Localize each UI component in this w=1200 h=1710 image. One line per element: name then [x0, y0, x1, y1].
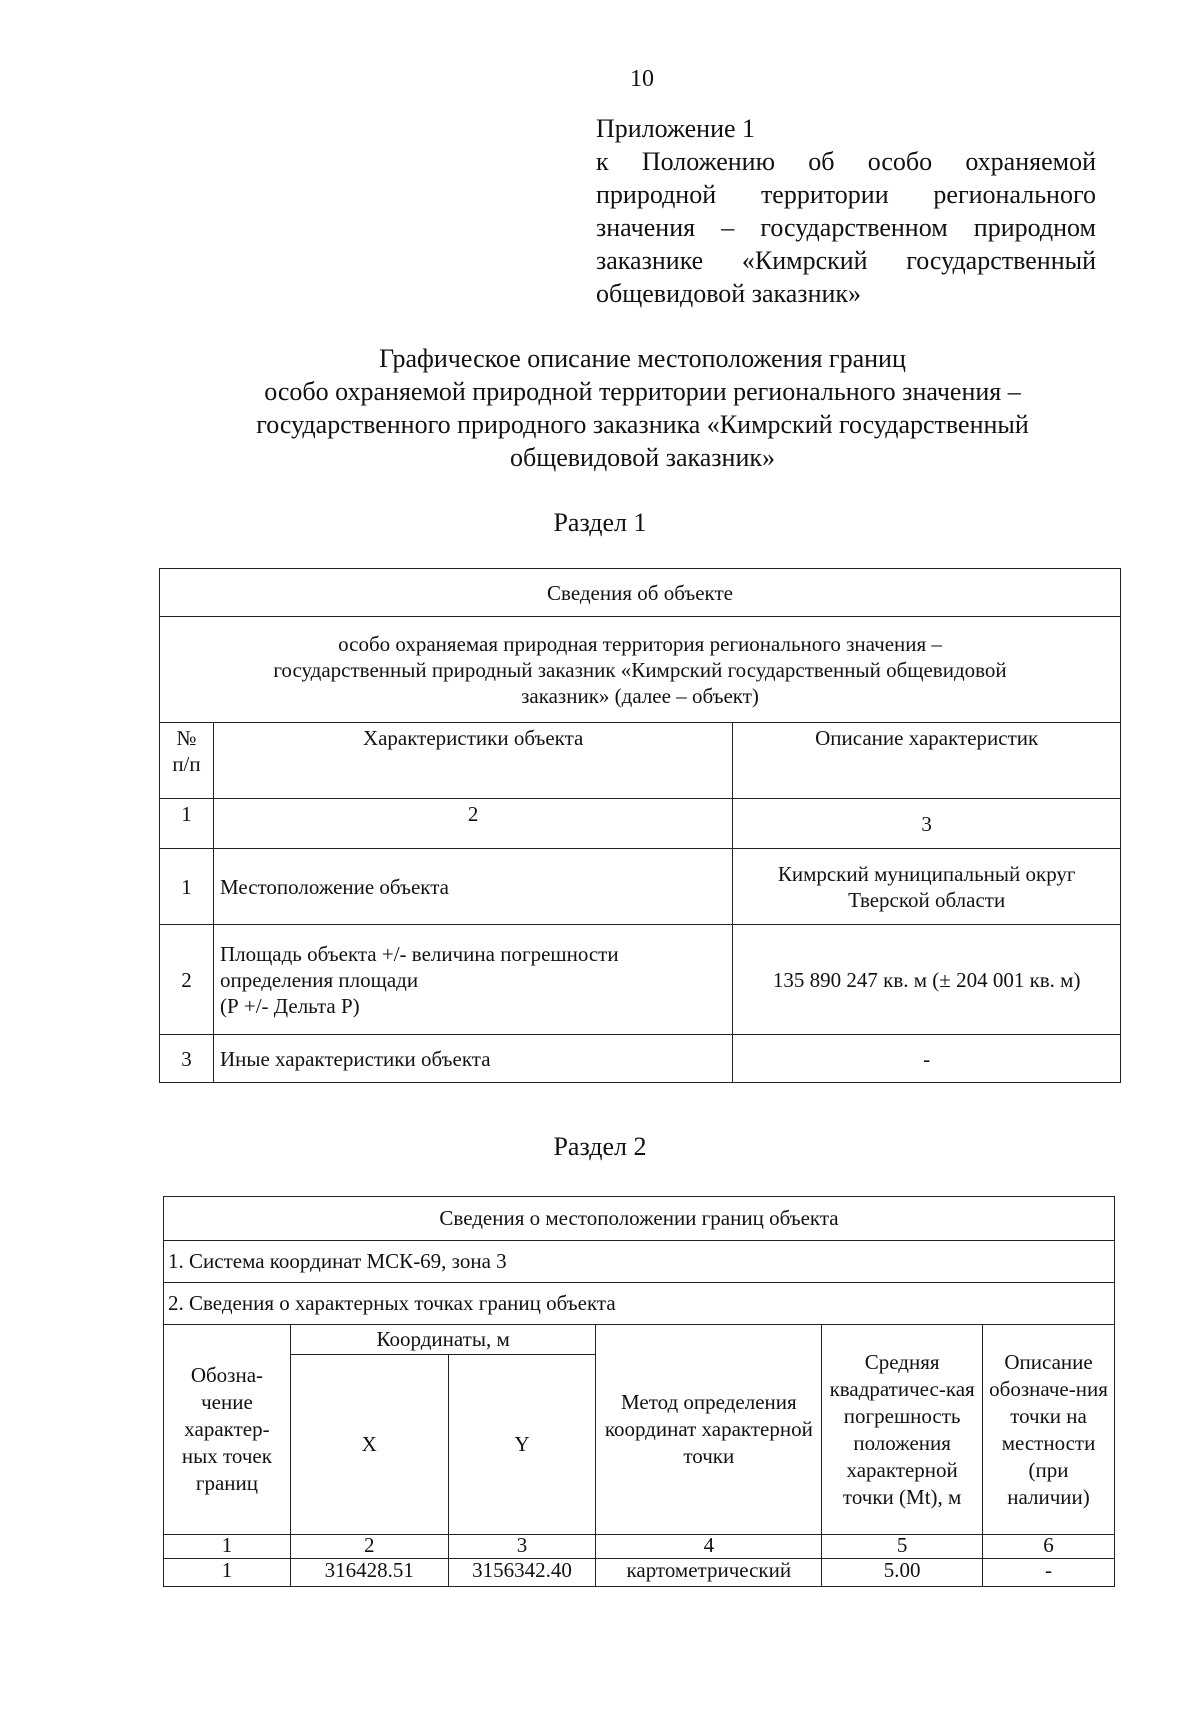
col-index-2: 2	[213, 799, 732, 849]
table-row	[160, 1035, 1121, 1083]
point-method: картометрический	[596, 1559, 822, 1587]
row-description-line-2: Тверской области	[848, 887, 1006, 912]
row-characteristic-line-1: Площадь объекта +/- величина погрешности	[219, 941, 619, 966]
title-line-4: общевидовой заказник»	[509, 443, 776, 472]
coordinate-system: 1. Система координат МСК-69, зона 3	[164, 1241, 1115, 1283]
title-line-1: Графическое описание местоположения границ	[379, 344, 906, 373]
point-id: 1	[164, 1559, 291, 1587]
appendix-reference: к Положению об особо охраняемой природной территории регионального значения – государственном природном заказнике «Кимрский государственный общевидовой заказник»	[596, 147, 1096, 308]
point-error: 5.00	[822, 1559, 983, 1587]
col-index-1: 1	[160, 799, 214, 849]
document-title	[150, 342, 1135, 474]
row-description: -	[733, 1035, 1121, 1083]
table-row	[164, 1559, 1115, 1587]
row-number: 2	[160, 925, 214, 1035]
object-table-title: Сведения об объекте	[160, 569, 1121, 617]
row-characteristic	[213, 925, 732, 1035]
appendix-header	[596, 112, 1096, 310]
table-row	[160, 849, 1121, 925]
col-index: 5	[822, 1535, 983, 1559]
row-characteristic-line-2: определения площади	[219, 967, 419, 992]
row-characteristic: Иные характеристики объекта	[213, 1035, 732, 1083]
row-number: 3	[160, 1035, 214, 1083]
col-description-header: Описание характеристик	[733, 723, 1121, 799]
object-description-line-3: заказник» (далее – объект)	[521, 683, 759, 708]
row-number: 1	[160, 849, 214, 925]
table-row	[160, 925, 1121, 1035]
col-index: 3	[448, 1535, 596, 1559]
col-characteristic-header: Характеристики объекта	[213, 723, 732, 799]
object-description	[160, 617, 1121, 723]
page-number: 10	[630, 66, 654, 92]
col-note-header: Описание обозначе-ния точки на местности (при наличии)	[983, 1325, 1115, 1535]
object-description-line-2: государственный природный заказник «Кимрский государственный общевидовой	[273, 657, 1007, 682]
point-note: -	[983, 1559, 1115, 1587]
object-description-line-1: особо охраняемая природная территория регионального значения –	[338, 631, 942, 656]
row-characteristic: Местоположение объекта	[213, 849, 732, 925]
col-x-header: X	[290, 1355, 448, 1535]
col-index: 1	[164, 1535, 291, 1559]
col-method-header: Метод определения координат характерной точки	[596, 1325, 822, 1535]
row-description	[733, 849, 1121, 925]
col-point-header: Обозна-чение характер-ных точек границ	[164, 1325, 291, 1535]
appendix-title: Приложение 1	[596, 114, 756, 143]
col-y-header: Y	[448, 1355, 596, 1535]
boundary-points-table	[163, 1196, 1115, 1587]
col-index: 2	[290, 1535, 448, 1559]
row-characteristic-line-3: (Р +/- Дельта Р)	[219, 993, 360, 1018]
col-error-header: Средняя квадратичес-кая погрешность положения характерной точки (Mt), м	[822, 1325, 983, 1535]
object-info-table	[159, 568, 1121, 1083]
points-section-title: 2. Сведения о характерных точках границ объекта	[164, 1283, 1115, 1325]
row-description-line-1: Кимрский муниципальный округ	[777, 861, 1076, 886]
boundary-table-title: Сведения о местоположении границ объекта	[164, 1197, 1115, 1241]
col-index: 6	[983, 1535, 1115, 1559]
col-coordinates-header: Координаты, м	[290, 1325, 596, 1355]
row-description: 135 890 247 кв. м (± 204 001 кв. м)	[733, 925, 1121, 1035]
title-line-3: государственного природного заказника «Кимрский государственный	[256, 410, 1029, 439]
point-y: 3156342.40	[448, 1559, 596, 1587]
point-x: 316428.51	[290, 1559, 448, 1587]
section2-heading: Раздел 2	[553, 1132, 647, 1161]
col-index: 4	[596, 1535, 822, 1559]
section1-heading: Раздел 1	[553, 508, 647, 537]
title-line-2: особо охраняемой природной территории регионального значения –	[264, 377, 1021, 406]
col-index-3: 3	[733, 799, 1121, 849]
col-number-header: № п/п	[160, 723, 214, 799]
